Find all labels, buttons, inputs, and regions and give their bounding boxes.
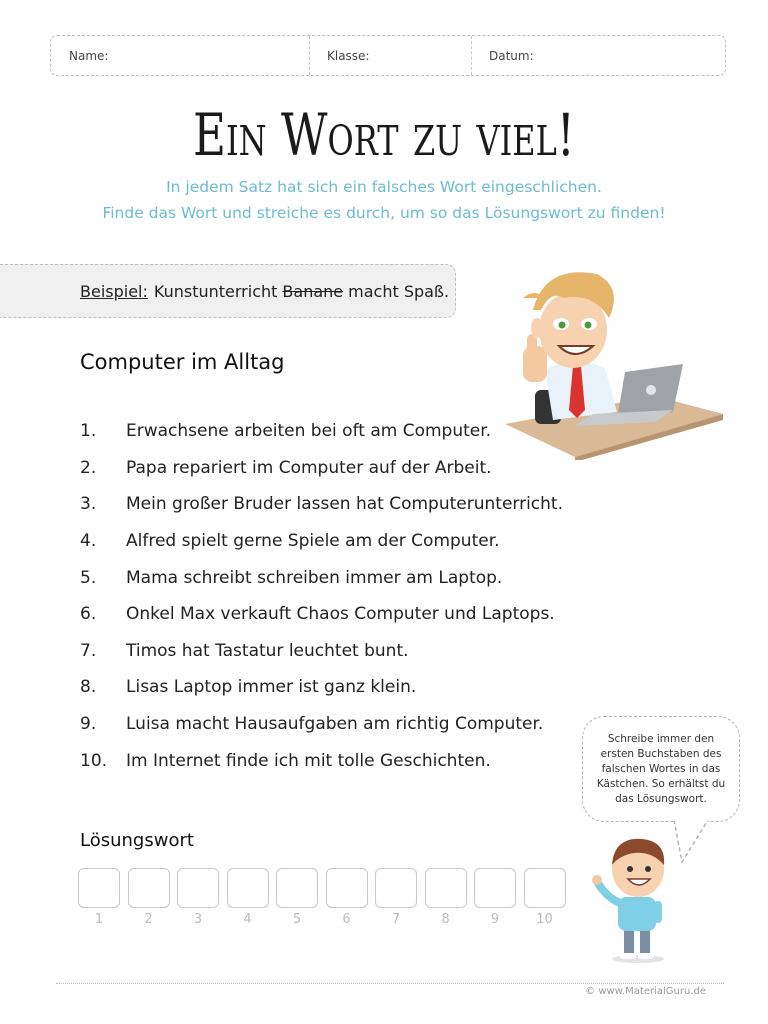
footer-divider xyxy=(56,983,724,984)
item-text: Luisa macht Hausaufgaben am richtig Computer. xyxy=(126,714,544,735)
list-item[interactable] xyxy=(80,559,563,596)
section-title: Computer im Alltag xyxy=(80,350,285,374)
box-number: 8 xyxy=(441,912,450,927)
hint-speech-bubble: Schreibe immer den ersten Buchstaben des falschen Wortes in das Kästchen. So erhältst du das Lösungswort. xyxy=(582,716,740,822)
example-text-after: macht Spaß. xyxy=(348,281,450,301)
item-number: 3. xyxy=(80,494,97,515)
worksheet-title: Ein Wort zu viel! xyxy=(192,101,576,169)
item-text: Papa repariert im Computer auf der Arbeit. xyxy=(126,457,492,478)
sentence-list xyxy=(80,413,563,779)
list-item[interactable] xyxy=(80,669,563,706)
item-number: 10. xyxy=(80,750,108,771)
item-number: 5. xyxy=(80,567,97,588)
item-text: Mein großer Bruder lassen hat Computerunterricht. xyxy=(126,494,563,515)
box-number: 10 xyxy=(536,912,553,927)
class-field[interactable] xyxy=(327,36,370,75)
answer-box[interactable] xyxy=(177,868,219,908)
item-text: Timos hat Tastatur leuchtet bunt. xyxy=(126,640,409,661)
box-number: 5 xyxy=(292,912,302,927)
box-number: 3 xyxy=(193,912,203,927)
item-text: Lisas Laptop immer ist ganz klein. xyxy=(126,677,417,698)
boy-pointing-illustration xyxy=(590,835,690,965)
date-label: Datum: xyxy=(489,48,534,63)
item-number: 7. xyxy=(80,640,97,661)
item-number: 2. xyxy=(80,457,97,478)
item-number: 9. xyxy=(80,714,97,735)
box-number: 7 xyxy=(391,912,401,927)
name-field[interactable] xyxy=(69,36,108,75)
instruction-line-2: Finde das Wort und streiche es durch, um so das Lösungswort zu finden! xyxy=(102,204,666,222)
example-struck-word: Banane xyxy=(282,281,344,301)
instruction-line-1: In jedem Satz hat sich ein falsches Wort eingeschlichen. xyxy=(166,178,602,196)
box-number: 9 xyxy=(490,912,500,927)
list-item[interactable] xyxy=(80,596,563,633)
answer-box[interactable] xyxy=(474,868,516,908)
item-text: Onkel Max verkauft Chaos Computer und Laptops. xyxy=(126,604,555,625)
name-label: Name: xyxy=(69,48,109,63)
solution-word-title: Lösungswort xyxy=(80,830,194,851)
item-text: Im Internet finde ich mit tolle Geschichten. xyxy=(126,750,491,771)
answer-box[interactable] xyxy=(276,868,318,908)
answer-box[interactable] xyxy=(78,868,120,908)
list-item[interactable] xyxy=(80,633,563,670)
student-info-header xyxy=(50,35,726,76)
list-item[interactable] xyxy=(80,742,563,779)
list-item[interactable] xyxy=(80,450,563,487)
list-item[interactable] xyxy=(80,486,563,523)
box-number: 6 xyxy=(342,912,351,927)
divider xyxy=(309,36,310,75)
list-item[interactable] xyxy=(80,706,563,743)
answer-box[interactable] xyxy=(524,868,566,908)
item-text: Erwachsene arbeiten bei oft am Computer. xyxy=(126,421,492,442)
class-label: Klasse: xyxy=(327,48,370,63)
item-text: Mama schreibt schreiben immer am Laptop. xyxy=(126,567,503,588)
box-number: 4 xyxy=(243,912,252,927)
item-number: 8. xyxy=(80,677,97,698)
example-label: Beispiel: xyxy=(80,281,148,301)
list-item[interactable] xyxy=(80,523,563,560)
copyright-text: © www.MaterialGuru.de xyxy=(585,986,706,997)
answer-box[interactable] xyxy=(326,868,368,908)
box-number: 2 xyxy=(144,912,153,927)
list-item[interactable] xyxy=(80,413,563,450)
item-number: 4. xyxy=(80,531,97,552)
answer-box[interactable] xyxy=(425,868,467,908)
example-box xyxy=(0,264,456,318)
item-number: 1. xyxy=(80,421,97,442)
answer-box[interactable] xyxy=(227,868,269,908)
example-text-before: Kunstunterricht xyxy=(153,281,278,301)
solution-boxes xyxy=(78,868,578,938)
item-number: 6. xyxy=(80,604,97,625)
answer-box[interactable] xyxy=(375,868,417,908)
date-field[interactable] xyxy=(489,36,534,75)
box-number: 1 xyxy=(94,912,104,927)
divider xyxy=(471,36,472,75)
answer-box[interactable] xyxy=(128,868,170,908)
item-text: Alfred spielt gerne Spiele am der Computer. xyxy=(126,531,500,552)
